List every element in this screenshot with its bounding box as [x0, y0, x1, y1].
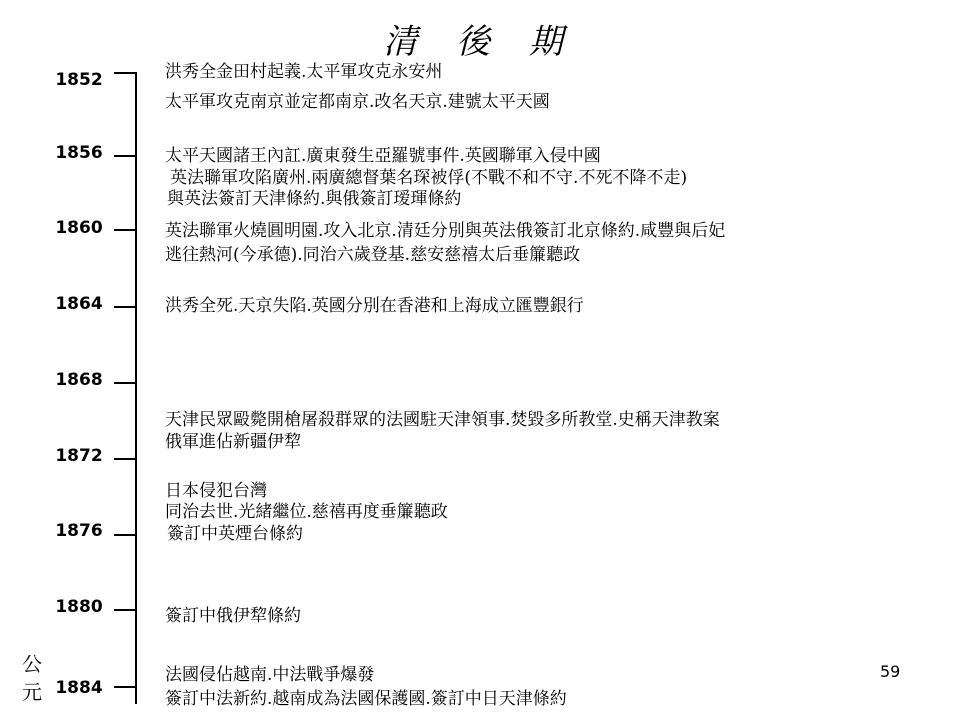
- timeline-tick: [114, 382, 136, 384]
- year-label: 1860: [55, 218, 103, 238]
- timeline-tick: [114, 686, 136, 688]
- timeline-tick: [114, 229, 136, 231]
- event-text: 同治去世.光緒繼位.慈禧再度垂簾聽政: [165, 502, 448, 522]
- year-label: 1876: [55, 521, 103, 541]
- event-text: 簽訂中俄伊犂條約: [165, 606, 301, 626]
- event-text: 與英法簽訂天津條約.與俄簽訂瑷琿條約: [167, 189, 462, 209]
- year-label: 1872: [55, 446, 103, 466]
- event-text: 太平軍攻克南京並定都南京.改名天京.建號太平天國: [165, 92, 550, 112]
- slide-title: 清 後 期: [383, 22, 577, 62]
- event-text: 俄軍進佔新疆伊犂: [165, 432, 301, 452]
- event-text: 英法聯軍火燒圓明園.攻入北京.清廷分別與英法俄簽訂北京條約.咸豐與后妃: [165, 221, 726, 241]
- era-label: 公元: [22, 652, 42, 704]
- event-text: 逃往熱河(今承德).同治六歲登基.慈安慈禧太后垂簾聽政: [165, 245, 581, 265]
- timeline-tick: [114, 458, 136, 460]
- event-text: 法國侵佔越南.中法戰爭爆發: [165, 665, 375, 685]
- event-text: 英法聯軍攻陷廣州.兩廣總督葉名琛被俘(不戰不和不守.不死不降不走): [170, 168, 688, 188]
- year-label: 1856: [55, 143, 103, 163]
- year-label: 1884: [55, 678, 103, 698]
- event-text: 洪秀全金田村起義.太平軍攻克永安州: [165, 62, 443, 82]
- timeline-tick: [114, 306, 136, 308]
- event-text: 日本侵犯台灣: [165, 481, 267, 501]
- event-text: 洪秀全死.天京失陷.英國分別在香港和上海成立匯豐銀行: [165, 296, 584, 316]
- year-label: 1880: [55, 597, 103, 617]
- event-text: 天津民眾毆斃開槍屠殺群眾的法國駐天津領事.焚毀多所教堂.史稱天津教案: [165, 410, 720, 430]
- timeline-tick: [114, 609, 136, 611]
- page-number: 59: [880, 662, 901, 681]
- event-text: 簽訂中英煙台條約: [167, 524, 303, 544]
- year-label: 1868: [55, 370, 103, 390]
- timeline-tick: [114, 534, 136, 536]
- event-text: 太平天國諸王內訌.廣東發生亞羅號事件.英國聯軍入侵中國: [165, 146, 601, 166]
- timeline-tick: [114, 155, 136, 157]
- timeline-tick: [114, 72, 136, 74]
- year-label: 1852: [55, 70, 103, 90]
- year-label: 1864: [55, 294, 103, 314]
- event-text: 簽訂中法新約.越南成為法國保護國.簽訂中日天津條約: [165, 689, 567, 709]
